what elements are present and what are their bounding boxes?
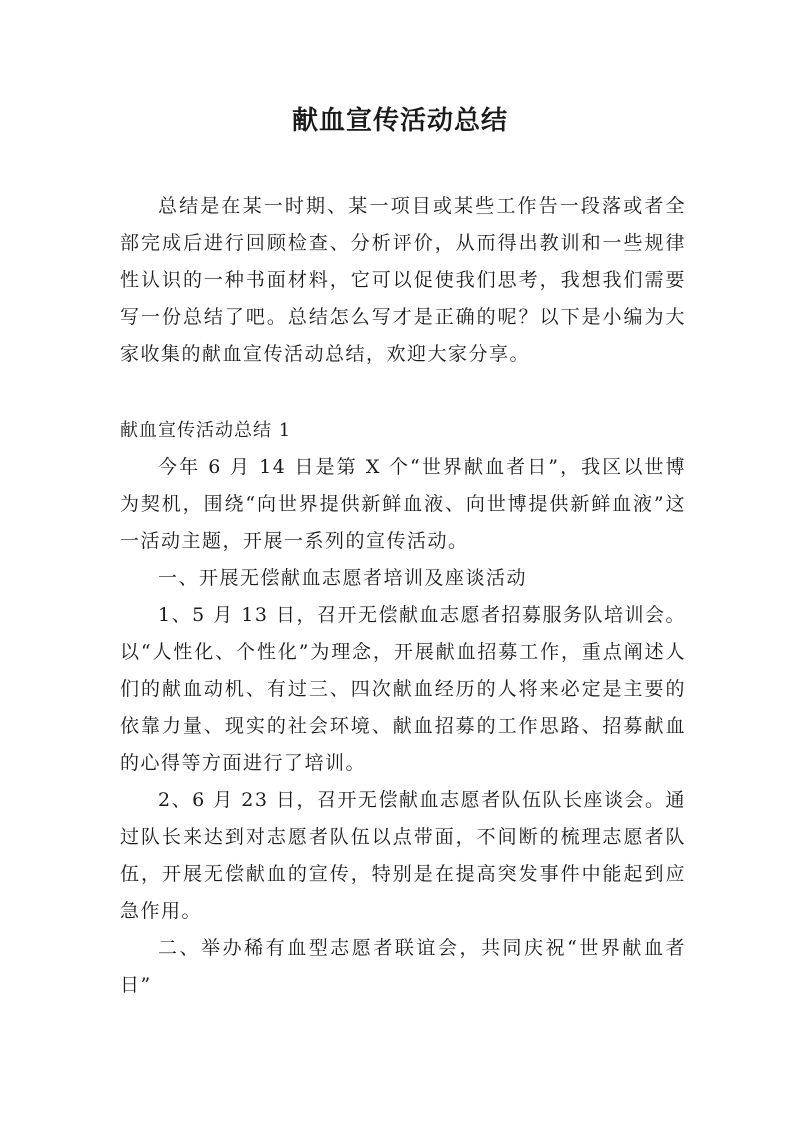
intro-paragraph: 总结是在某一时期、某一项目或某些工作告一段落或者全部完成后进行回顾检查、分析评价，从而得出教训和一些规律性认识的一种书面材料，它可以促使我们思考，我想我们需要写一份总结了吧。总结怎么写才是正确的呢？以下是小编为大家收集的献血宣传活动总结，欢迎大家分享。 <box>120 195 686 365</box>
intro-section <box>120 188 686 373</box>
content-section <box>120 412 686 1004</box>
body-paragraph: 1、5 月 13 日，召开无偿献血志愿者招募服务队培训会。以“人性化、个性化”为理念，开展献血招募工作，重点阐述人们的献血动机、有过三、四次献血经历的人将来必定是主要的依靠力量、现实的社会环境、献血招募的工作思路、招募献血的心得等方面进行了培训。 <box>120 604 686 774</box>
body-paragraph: 今年 6 月 14 日是第 X 个“世界献血者日”，我区以世博为契机，围绕“向世界提供新鲜血液、向世博提供新鲜血液”这一活动主题，开展一系列的宣传活动。 <box>120 456 686 552</box>
body-paragraph: 一、开展无偿献血志愿者培训及座谈活动 <box>158 567 528 589</box>
section-heading: 献血宣传活动总结 1 <box>120 420 292 441</box>
body-paragraph: 2、6 月 23 日，召开无偿献血志愿者队伍队长座谈会。通过队长来达到对志愿者队伍以点带面，不间断的梳理志愿者队伍，开展无偿献血的宣传，特别是在提高突发事件中能起到应急作用。 <box>120 789 686 922</box>
document-title: 献血宣传活动总结 <box>291 106 508 136</box>
body-paragraph: 二、举办稀有血型志愿者联谊会，共同庆祝“世界献血者日” <box>120 937 686 996</box>
